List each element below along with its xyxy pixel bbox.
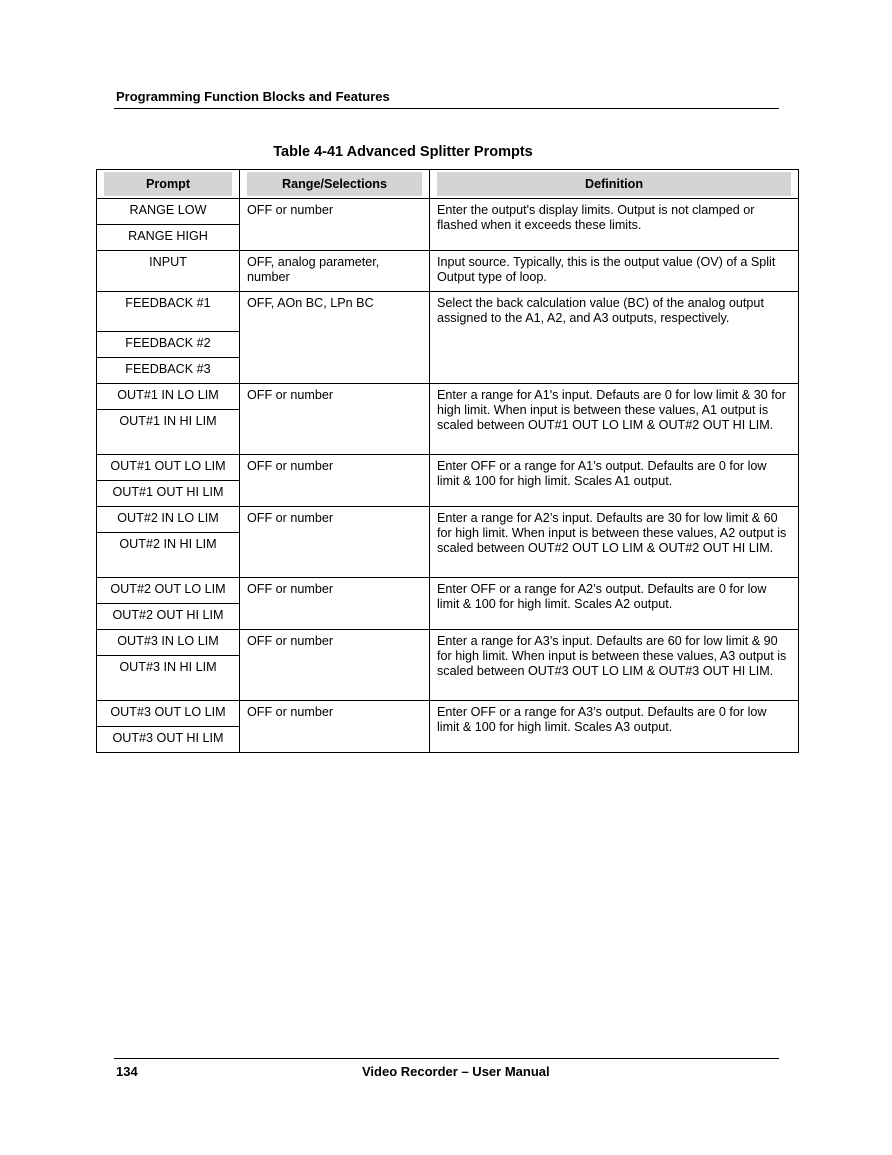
prompt-cell: FEEDBACK #1 <box>97 292 240 332</box>
prompt-cell: OUT#2 OUT HI LIM <box>97 604 240 630</box>
table-row <box>97 578 799 604</box>
range-cell: OFF or number <box>240 384 430 455</box>
prompt-cell: OUT#1 IN LO LIM <box>97 384 240 410</box>
definition-cell: Enter a range for A3’s input. Defaults are 60 for low limit & 90 for high limit. When input is between these values, A3 output is scaled between OUT#3 OUT LO LIM & OUT#3 OUT HI LIM. <box>430 630 799 701</box>
column-header-range: Range/Selections <box>240 170 430 199</box>
running-header: Programming Function Blocks and Features <box>116 89 390 104</box>
prompt-cell: FEEDBACK #2 <box>97 332 240 358</box>
prompt-cell: OUT#2 IN LO LIM <box>97 507 240 533</box>
prompt-cell: RANGE HIGH <box>97 225 240 251</box>
table-row <box>97 251 799 292</box>
range-cell: OFF or number <box>240 701 430 753</box>
definition-cell: Enter the output's display limits. Output is not clamped or flashed when it exceeds these limits. <box>430 199 799 251</box>
definition-cell: Enter a range for A1's input. Defauts are 0 for low limit & 30 for high limit. When input is between these values, A1 output is scaled between OUT#1 OUT LO LIM & OUT#2 OUT HI LIM. <box>430 384 799 455</box>
prompt-cell: OUT#2 IN HI LIM <box>97 533 240 578</box>
table-row <box>97 384 799 410</box>
prompt-cell: OUT#1 OUT HI LIM <box>97 481 240 507</box>
prompt-cell: OUT#3 OUT HI LIM <box>97 727 240 753</box>
table-row <box>97 199 799 225</box>
footer-rule <box>114 1058 779 1059</box>
column-header-prompt: Prompt <box>97 170 240 199</box>
range-cell: OFF or number <box>240 507 430 578</box>
header-rule <box>114 108 779 109</box>
definition-cell: Input source. Typically, this is the output value (OV) of a Split Output type of loop. <box>430 251 799 292</box>
table-row <box>97 507 799 533</box>
table-title: Table 4-41 Advanced Splitter Prompts <box>273 144 533 160</box>
definition-cell: Enter OFF or a range for A1’s output. Defaults are 0 for low limit & 100 for high limit. Scales A1 output. <box>430 455 799 507</box>
prompt-cell: RANGE LOW <box>97 199 240 225</box>
page-number: 134 <box>116 1064 138 1079</box>
prompt-cell: FEEDBACK #3 <box>97 358 240 384</box>
column-header-definition: Definition <box>430 170 799 199</box>
table-row <box>97 701 799 727</box>
prompt-cell: OUT#3 IN LO LIM <box>97 630 240 656</box>
prompt-cell: OUT#2 OUT LO LIM <box>97 578 240 604</box>
table-header-row <box>97 170 799 199</box>
footer-title: Video Recorder – User Manual <box>362 1064 550 1079</box>
range-cell: OFF or number <box>240 578 430 630</box>
prompt-cell: OUT#3 IN HI LIM <box>97 656 240 701</box>
prompt-cell: OUT#1 OUT LO LIM <box>97 455 240 481</box>
prompt-cell: OUT#3 OUT LO LIM <box>97 701 240 727</box>
range-cell: OFF or number <box>240 199 430 251</box>
range-cell: OFF, AOn BC, LPn BC <box>240 292 430 384</box>
table-row <box>97 455 799 481</box>
advanced-splitter-prompts-table <box>96 169 799 753</box>
definition-cell: Enter OFF or a range for A2’s output. Defaults are 0 for low limit & 100 for high limit. Scales A2 output. <box>430 578 799 630</box>
table-row <box>97 630 799 656</box>
definition-cell: Enter OFF or a range for A3’s output. Defaults are 0 for low limit & 100 for high limit. Scales A3 output. <box>430 701 799 753</box>
table-row <box>97 292 799 332</box>
range-cell: OFF, analog parameter, number <box>240 251 430 292</box>
prompt-cell: OUT#1 IN HI LIM <box>97 410 240 455</box>
prompt-cell: INPUT <box>97 251 240 292</box>
definition-cell: Select the back calculation value (BC) of the analog output assigned to the A1, A2, and A3 outputs, respectively. <box>430 292 799 384</box>
range-cell: OFF or number <box>240 630 430 701</box>
range-cell: OFF or number <box>240 455 430 507</box>
definition-cell: Enter a range for A2’s input. Defaults are 30 for low limit & 60 for high limit. When input is between these values, A2 output is scaled between OUT#2 OUT LO LIM & OUT#2 OUT HI LIM. <box>430 507 799 578</box>
